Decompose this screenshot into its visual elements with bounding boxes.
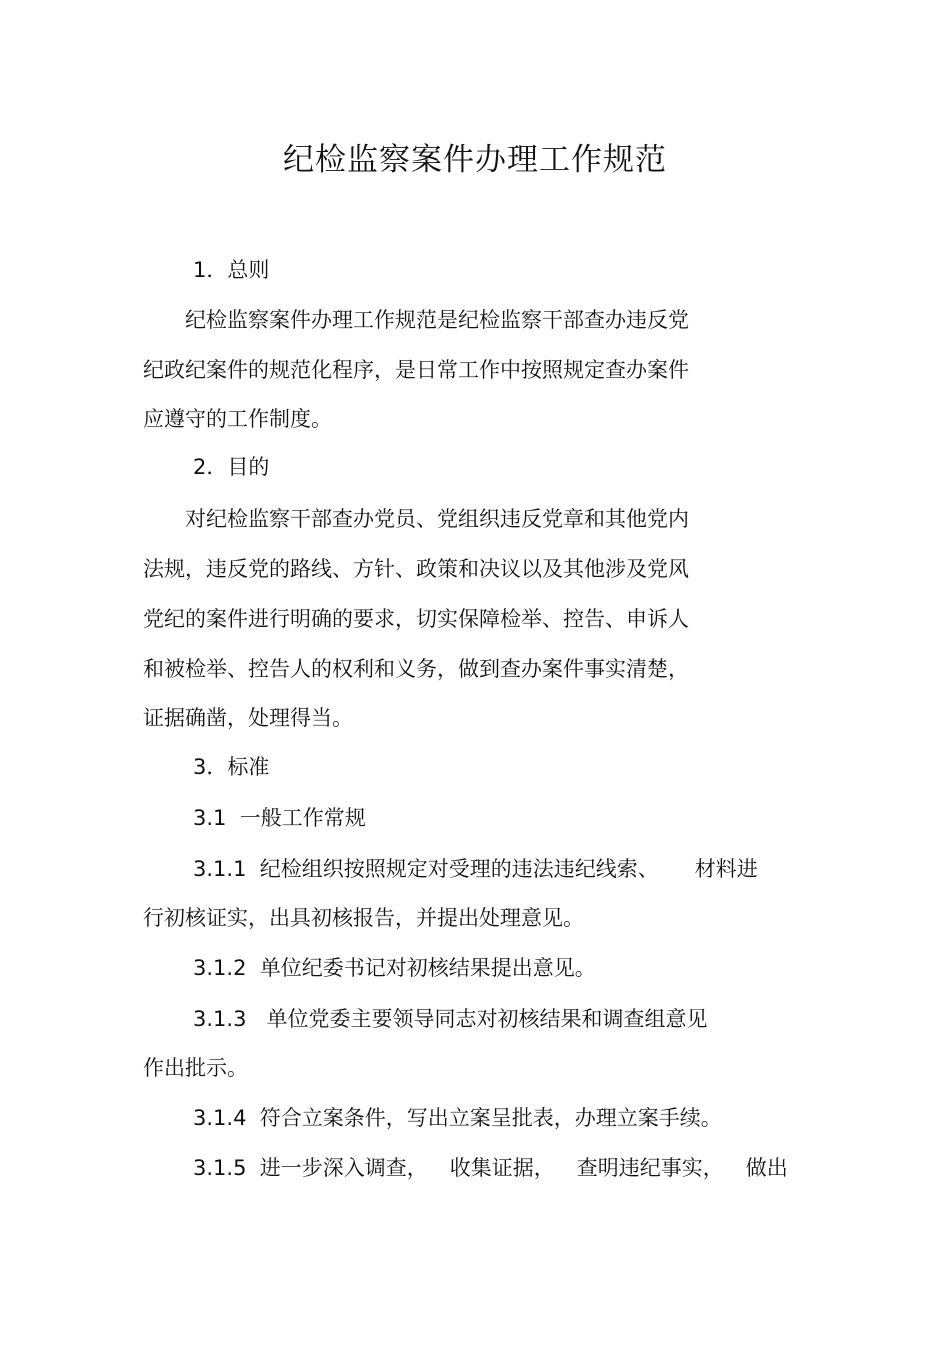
section-1-heading: 1．总则 <box>193 258 270 282</box>
section-2-paragraph-line-2: 法规，违反党的路线、方针、政策和决议以及其他涉及党风 <box>143 557 689 581</box>
section-3-1-5-text-c: 查明违纪事实， <box>576 1156 724 1180</box>
section-1-paragraph-line-2: 纪政纪案件的规范化程序，是日常工作中按照规定查办案件 <box>143 358 689 382</box>
section-3-1-1-line-2: 行初核证实，出具初核报告，并提出处理意见。 <box>143 906 584 930</box>
section-1-paragraph-line-1: 纪检监察案件办理工作规范是纪检监察干部查办违反党 <box>185 308 689 332</box>
section-3-1-5-text-d: 做出 <box>745 1156 788 1180</box>
section-3-1-5-line-1 <box>193 1153 788 1183</box>
section-3-1-3-line-1: 3.1.3 单位党委主要领导同志对初核结果和调查组意见 <box>193 1007 708 1031</box>
section-2-paragraph-line-5: 证据确凿，处理得当。 <box>143 706 353 730</box>
section-2-paragraph-line-4: 和被检举、控告人的权利和义务，做到查办案件事实清楚， <box>143 657 689 681</box>
section-3-1-5-text-a: 3.1.5 进一步深入调查， <box>193 1156 428 1180</box>
section-3-1-2: 3.1.2 单位纪委书记对初核结果提出意见。 <box>193 956 596 980</box>
section-2-heading: 2．目的 <box>193 455 270 479</box>
section-3-1-3-line-2: 作出批示。 <box>143 1056 248 1080</box>
document-title: 纪检监察案件办理工作规范 <box>283 142 667 178</box>
section-2-paragraph-line-3: 党纪的案件进行明确的要求，切实保障检举、控告、申诉人 <box>143 607 689 631</box>
section-3-1-heading: 3.1 一般工作常规 <box>193 806 366 830</box>
section-1-paragraph-line-3: 应遵守的工作制度。 <box>143 407 332 431</box>
section-3-1-1-text-b: 材料进 <box>694 857 758 881</box>
section-2-paragraph-line-1: 对纪检监察干部查办党员、党组织违反党章和其他党内 <box>185 507 689 531</box>
section-3-1-1-text-a: 3.1.1 纪检组织按照规定对受理的违法违纪线索、 <box>193 857 659 881</box>
section-3-1-4: 3.1.4 符合立案条件，写出立案呈批表，办理立案手续。 <box>193 1106 722 1130</box>
section-3-1-5-text-b: 收集证据， <box>449 1156 555 1180</box>
section-3-heading: 3．标准 <box>193 755 270 779</box>
section-3-1-1-line-1 <box>193 854 758 884</box>
